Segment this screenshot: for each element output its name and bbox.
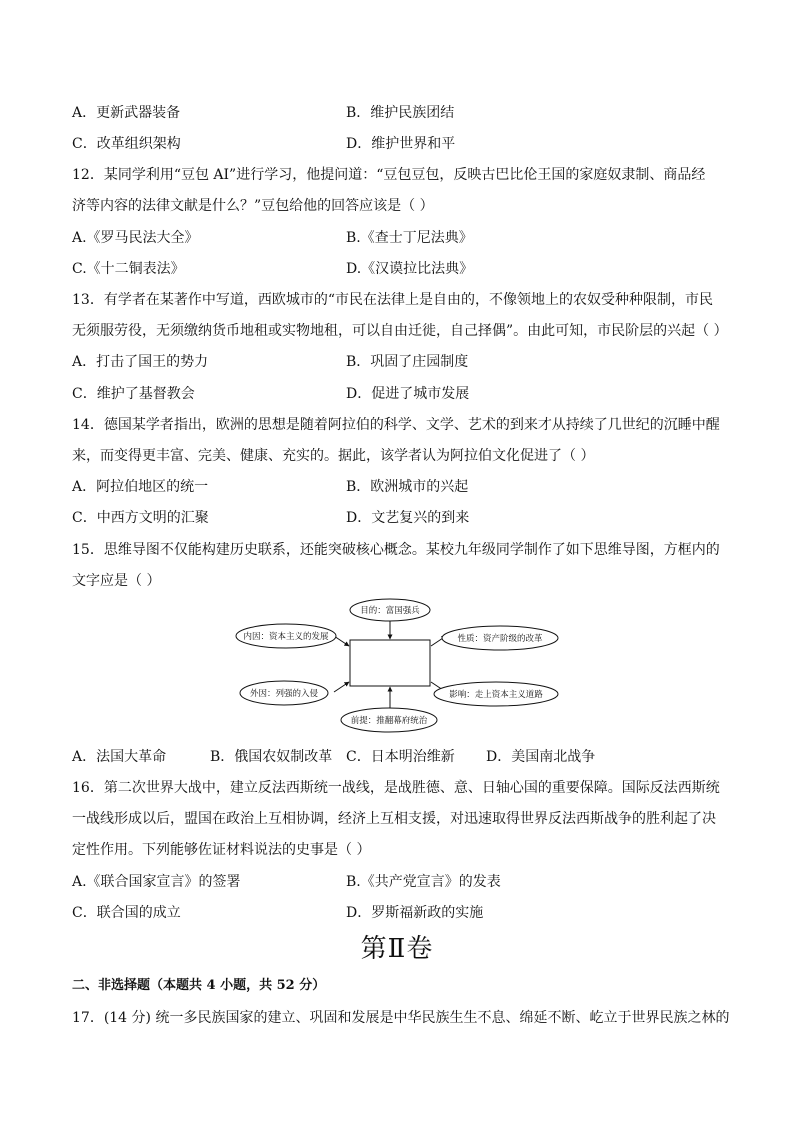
q14-option-c: C．中西方文明的汇聚: [72, 510, 209, 526]
q11-option-c: C．改革组织架构: [72, 136, 181, 152]
mind-map-text-left-upper: 内因：资本主义的发展: [243, 632, 329, 642]
q16-option-b: B.《共产党宣言》的发表: [346, 874, 501, 890]
q15-stem-line2: 文字应是（ ）: [72, 573, 161, 589]
mind-map-center-box: [350, 640, 430, 686]
q12-stem-line2: 济等内容的法律文献是什么？”豆包给他的回答应该是（ ）: [72, 198, 434, 214]
q14-stem-line1: 14．德国某学者指出，欧洲的思想是随着阿拉伯的科学、文学、艺术的到来才从持续了几世纪的沉睡中醒: [72, 417, 720, 433]
q14-option-a: A．阿拉伯地区的统一: [72, 479, 209, 495]
q12-stem-line1: 12．某同学利用“豆包 AI”进行学习，他提问道：“豆包豆包，反映古巴比伦王国的家庭奴隶制、商品经: [72, 167, 706, 183]
q14-option-d: D．文艺复兴的到来: [346, 510, 470, 526]
q11-option-b: B．维护民族团结: [346, 105, 455, 121]
q12-option-c: C.《十二铜表法》: [72, 261, 185, 277]
mind-map-text-bottom: 前提：推翻幕府统治: [350, 716, 428, 726]
mind-map-text-right-lower: 影响：走上资本主义道路: [449, 690, 543, 700]
mind-map-text-left-lower: 外因：列强的入侵: [249, 689, 319, 699]
q13-stem-line2: 无须服劳役，无须缴纳货币地租或实物地租，可以自由迁徙，自己择偶”。由此可知，市民阶层的兴起（ ）: [72, 323, 728, 339]
q13-option-d: D．促进了城市发展: [346, 386, 470, 402]
q12-option-b: B.《查士丁尼法典》: [346, 230, 473, 246]
section-title: 第Ⅱ卷: [360, 934, 434, 964]
q16-option-d: D．罗斯福新政的实施: [346, 905, 484, 921]
q16-stem-line1: 16．第二次世界大战中，建立反法西斯统一战线，是战胜德、意、日轴心国的重要保障。国际反法西斯统: [72, 780, 720, 796]
q16-stem-line3: 定性作用。下列能够佐证材料说法的史事是（ ）: [72, 842, 371, 858]
q13-stem-line1: 13．有学者在某著作中写道，西欧城市的“市民在法律上是自由的，不像领地上的农奴受种种限制，市民: [72, 292, 713, 308]
q13-option-b: B．巩固了庄园制度: [346, 354, 469, 370]
q14-option-b: B．欧洲城市的兴起: [346, 479, 469, 495]
mind-map-text-top: 目的：富国强兵: [360, 606, 420, 616]
mind-map-diagram: [234, 598, 560, 736]
q12-option-a: A.《罗马民法大全》: [72, 230, 199, 246]
q16-stem-line2: 一战线形成以后，盟国在政治上互相协调，经济上互相支援，对迅速取得世界反法西斯战争的胜利起了决: [72, 811, 716, 827]
q15-option-a: A．法国大革命: [72, 749, 167, 765]
q16-option-c: C．联合国的成立: [72, 905, 181, 921]
q15-option-d: D．美国南北战争: [486, 749, 596, 765]
q11-option-a: A．更新武器装备: [72, 105, 181, 121]
mind-map-text-right-upper: 性质：资产阶级的改革: [457, 634, 543, 644]
section-heading: 二、非选择题（本题共 4 小题，共 52 分）: [72, 978, 326, 993]
q12-option-d: D.《汉谟拉比法典》: [346, 261, 474, 277]
q15-stem-line1: 15．思维导图不仅能构建历史联系，还能突破核心概念。某校九年级同学制作了如下思维导图，方框内的: [72, 542, 720, 558]
q13-option-a: A．打击了国王的势力: [72, 354, 209, 370]
q14-stem-line2: 来，而变得更丰富、完美、健康、充实的。据此，该学者认为阿拉伯文化促进了（ ）: [72, 448, 595, 464]
q15-option-c: C．日本明治维新: [346, 749, 455, 765]
q13-option-c: C．维护了基督教会: [72, 386, 195, 402]
q16-option-a: A.《联合国家宣言》的签署: [72, 874, 241, 890]
q17-stem-line1: 17．(14 分) 统一多民族国家的建立、巩固和发展是中华民族生生不息、绵延不断、屹立于世界民族之林的: [72, 1010, 730, 1026]
q11-option-d: D．维护世界和平: [346, 136, 456, 152]
q15-option-b: B．俄国农奴制改革: [210, 749, 333, 765]
